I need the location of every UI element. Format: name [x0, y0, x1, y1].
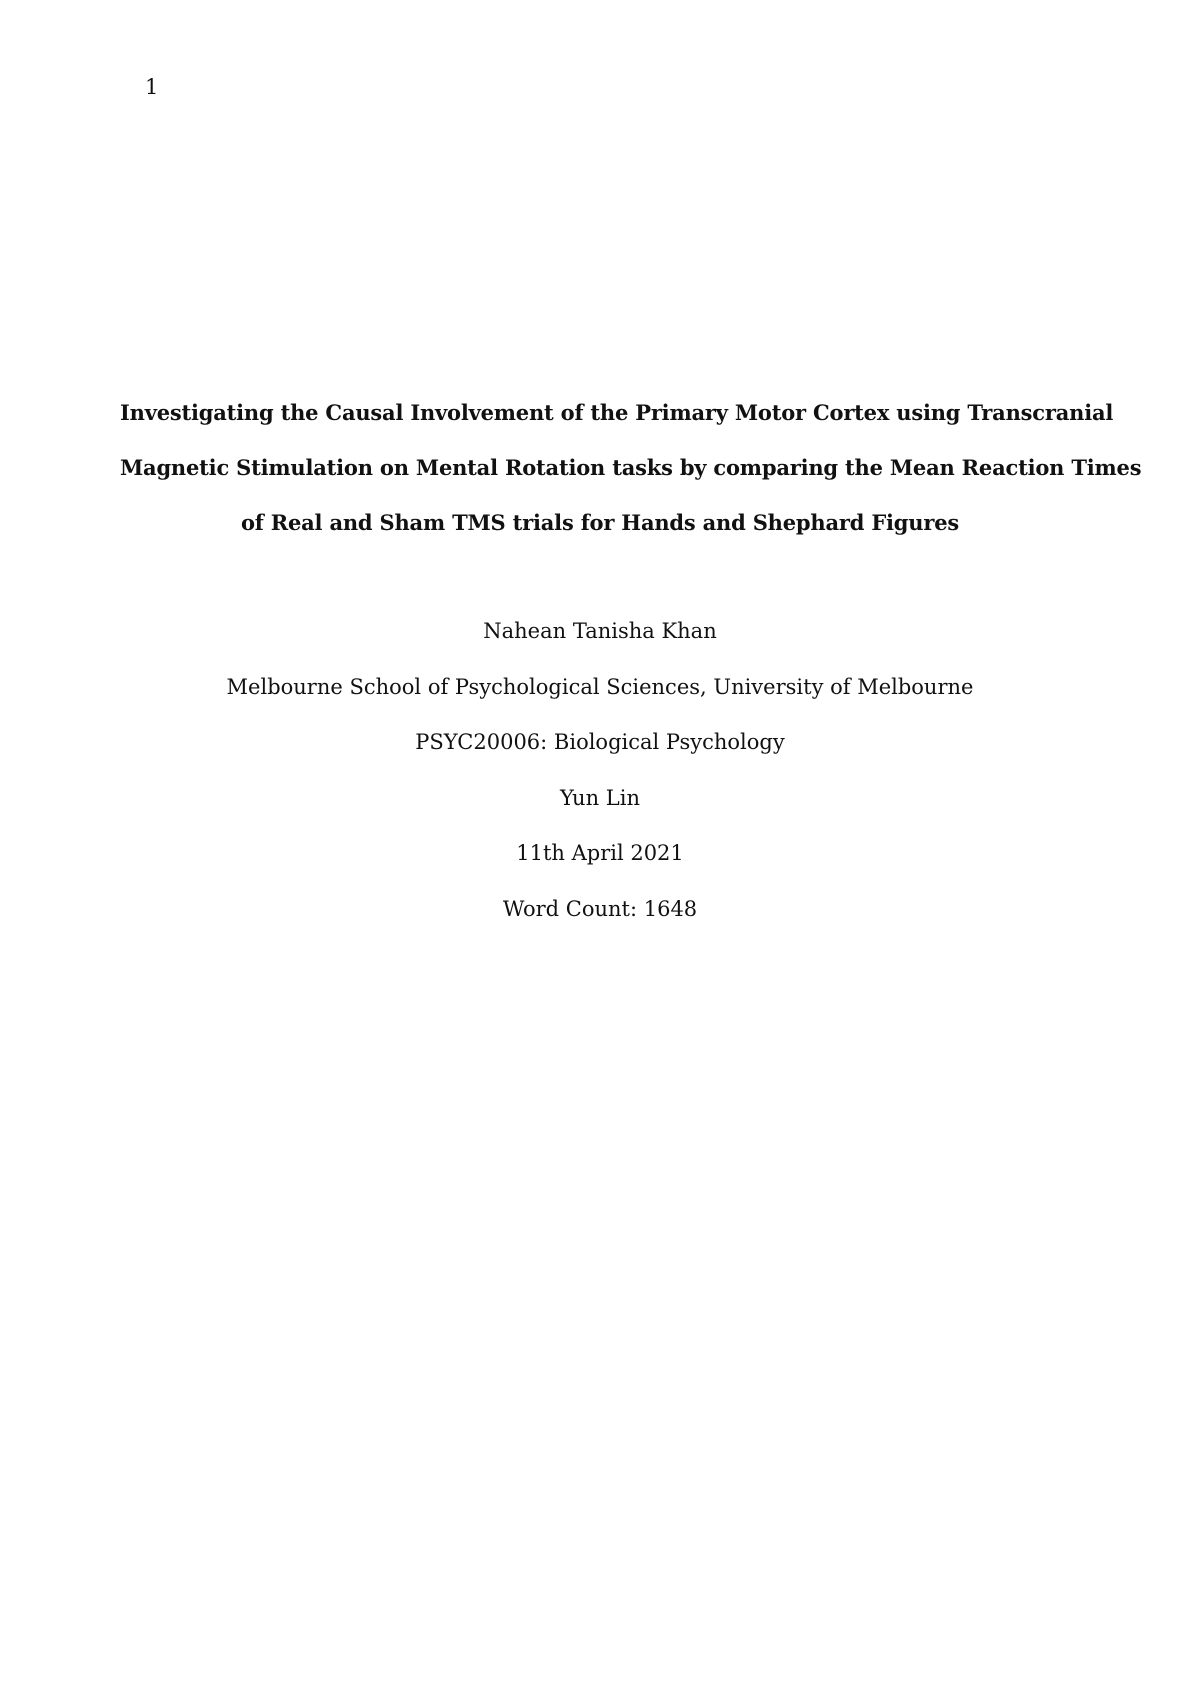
author-name: Nahean Tanisha Khan: [483, 619, 717, 643]
title-line-2: Magnetic Stimulation on Mental Rotation tasks by comparing the Mean Reaction Times: [120, 455, 1142, 480]
submission-date: 11th April 2021: [516, 841, 684, 865]
affiliation: Melbourne School of Psychological Sciences, University of Melbourne: [226, 674, 974, 699]
title-page-details: [120, 604, 1080, 937]
title-line-3: of Real and Sham TMS trials for Hands and Shephard Figures: [240, 510, 960, 535]
word-count: Word Count: 1648: [502, 896, 698, 921]
page-number: 1: [145, 75, 159, 99]
title-block: [120, 385, 1142, 550]
title-line-1: Investigating the Causal Involvement of the Primary Motor Cortex using Transcranial: [120, 400, 1114, 425]
course-name: PSYC20006: Biological Psychology: [415, 730, 785, 754]
tutor-name: Yun Lin: [560, 785, 640, 810]
